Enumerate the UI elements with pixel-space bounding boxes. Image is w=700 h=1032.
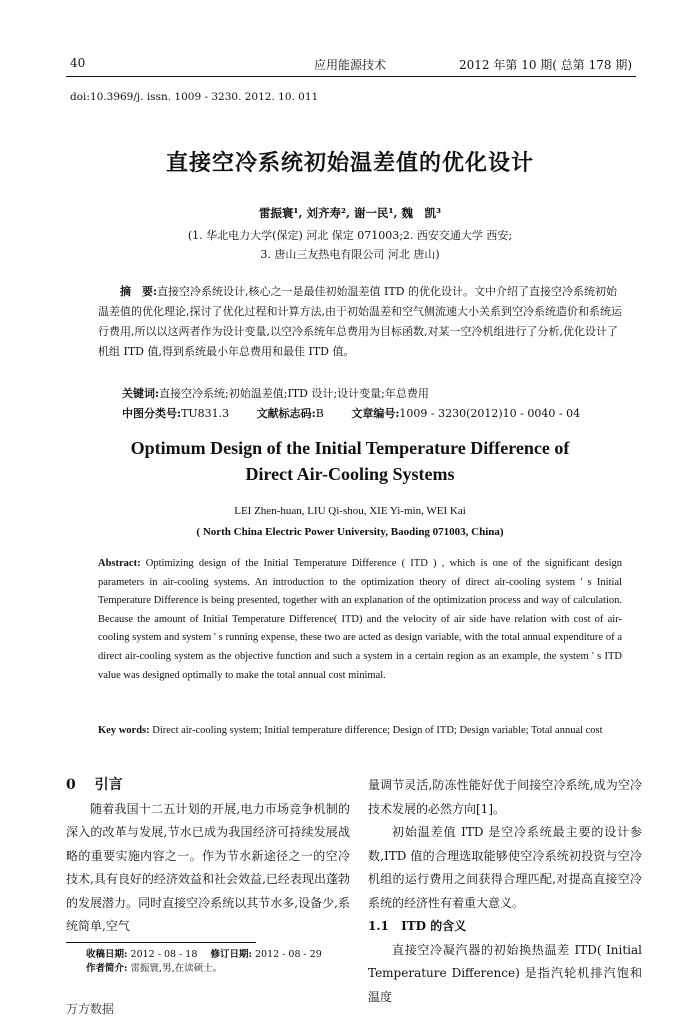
affiliation-cn-2: 3. 唐山三友热电有限公司 河北 唐山) <box>260 248 440 261</box>
header-rule <box>66 76 636 77</box>
subsection-1-1-heading <box>368 915 642 939</box>
affiliation-en: ( North China Electric Power University, Baoding 071003, China) <box>196 526 504 538</box>
section-0-heading <box>66 774 350 798</box>
keywords-cn-label: 关键词: <box>122 387 160 400</box>
section-0-number: 0 <box>66 777 76 793</box>
doc-code-value: B <box>315 407 324 420</box>
keywords-en <box>98 722 622 741</box>
title-en-line1: Optimum Design of the Initial Temperature Difference of <box>130 438 570 458</box>
revised-label: 修订日期: <box>210 949 252 960</box>
footnote-rule <box>66 942 256 943</box>
doc-code-label: 文献标志码: <box>256 407 316 420</box>
watermark: 万方数据 <box>66 1002 115 1016</box>
keywords-cn-text: 直接空冷系统;初始温差值;ITD 设计;设计变量;年总费用 <box>159 387 429 400</box>
section-0-para1: 随着我国十二五计划的开展,电力市场竞争机制的深入的改革与发展,节水已成为我国经济可持续发展战略的重要实施内容之一。作为节水新途径之一的空冷技术,具有良好的经济效益和社会效益,已经表现出蓬勃的发展潜力。同时直接空冷系统以其节水多,设备少,系统简单,空气 <box>66 801 350 933</box>
doi: doi:10.3969/j. issn. 1009 - 3230. 2012. 10. 011 <box>70 91 319 103</box>
article-no-value: 1009 - 3230(2012)10 - 0040 - 04 <box>399 407 581 420</box>
abstract-en <box>98 555 622 685</box>
subsection-title: ITD 的含义 <box>401 919 467 933</box>
subsection-number: 1.1 <box>368 919 389 933</box>
received-label: 收稿日期: <box>86 949 128 960</box>
author-bio-label: 作者简介: <box>86 963 128 974</box>
title-en-line2: Direct Air-Cooling Systems <box>245 464 455 484</box>
left-column <box>66 774 350 939</box>
revised-date: 2012 - 08 - 29 <box>254 949 322 960</box>
keywords-en-text: Direct air-cooling system; Initial temperature difference; Design of ITD; Design variable; Total annual cost <box>149 725 603 736</box>
received-date: 2012 - 08 - 18 <box>130 949 198 960</box>
issue-info: 2012 年第 10 期( 总第 178 期) <box>459 58 632 72</box>
affiliation-cn-1: (1. 华北电力大学(保定) 河北 保定 071003;2. 西安交通大学 西安; <box>187 229 513 242</box>
keywords-cn <box>122 384 622 404</box>
author-bio: 雷振寰,男,在读硕士。 <box>130 963 223 974</box>
page-number: 40 <box>70 56 86 70</box>
classification-row <box>122 404 622 424</box>
right-col-continuation: 量调节灵活,防冻性能好优于间接空冷系统,成为空冷技术发展的必然方向[1]。 <box>368 778 642 816</box>
authors-cn: 雷振寰¹, 刘齐寿², 谢一民¹, 魏 凯³ <box>258 206 442 220</box>
abstract-en-label: Abstract: <box>98 558 141 569</box>
clc-value: TU831.3 <box>181 407 230 420</box>
abstract-cn-label: 摘 要: <box>120 285 158 298</box>
clc-label: 中图分类号: <box>122 407 182 420</box>
abstract-cn <box>98 282 622 362</box>
abstract-en-text: Optimizing design of the Initial Temperature Difference ( ITD ) , which is one of the significant design parameters in air-cooling systems. An introduction to the optimization theory of direct air-cooling system ' s Initial Temperature Difference is being presented, together with an explanation of the optimization process and way of calculation. Because the amount of Initial Temperature Difference( ITD) and the velocity of air side have relation with cost of air-cooling system and system ' s running expense, these two are acted as design variable, with the total annual expenditure of a direct air-cooling system as the objective function and such a system in a certain region as an example, the system ' s ITD value was designed optimally to make the total annual cost minimal. <box>98 558 622 681</box>
keywords-en-label: Key words: <box>98 725 150 736</box>
right-col-para2: 初始温差值 ITD 是空冷系统最主要的设计参数,ITD 值的合理选取能够使空冷系统初投资与空冷机组的运行费用之间获得合理匹配,对提高直接空冷系统的经济性有着重大意义。 <box>368 825 642 910</box>
authors-en: LEI Zhen-huan, LIU Qi-shou, XIE Yi-min, WEI Kai <box>234 505 466 517</box>
abstract-cn-text: 直接空冷系统设计,核心之一是最佳初始温差值 ITD 的优化设计。文中介绍了直接空冷系统初始温差值的优化理论,探讨了优化过程和计算方法,由于初始温差和空气侧流速大小关系到空冷系统造价和系统运行费用,所以以这两者作为设计变量,以空冷系统年总费用为目标函数,对某一空冷机组进行了分析,优化设计了机组 ITD 值,得到系统最小年总费用和最佳 ITD 值。 <box>98 285 622 358</box>
footnote <box>86 948 356 976</box>
right-column <box>368 774 642 1009</box>
right-col-para3: 直接空冷凝汽器的初始换热温差 ITD( Initial Temperature Difference) 是指汽轮机排汽饱和温度 <box>368 942 642 1004</box>
section-0-title: 引言 <box>94 777 123 793</box>
title-cn: 直接空冷系统初始温差值的优化设计 <box>165 150 534 176</box>
article-no-label: 文章编号: <box>351 407 400 420</box>
journal-name: 应用能源技术 <box>313 58 386 72</box>
